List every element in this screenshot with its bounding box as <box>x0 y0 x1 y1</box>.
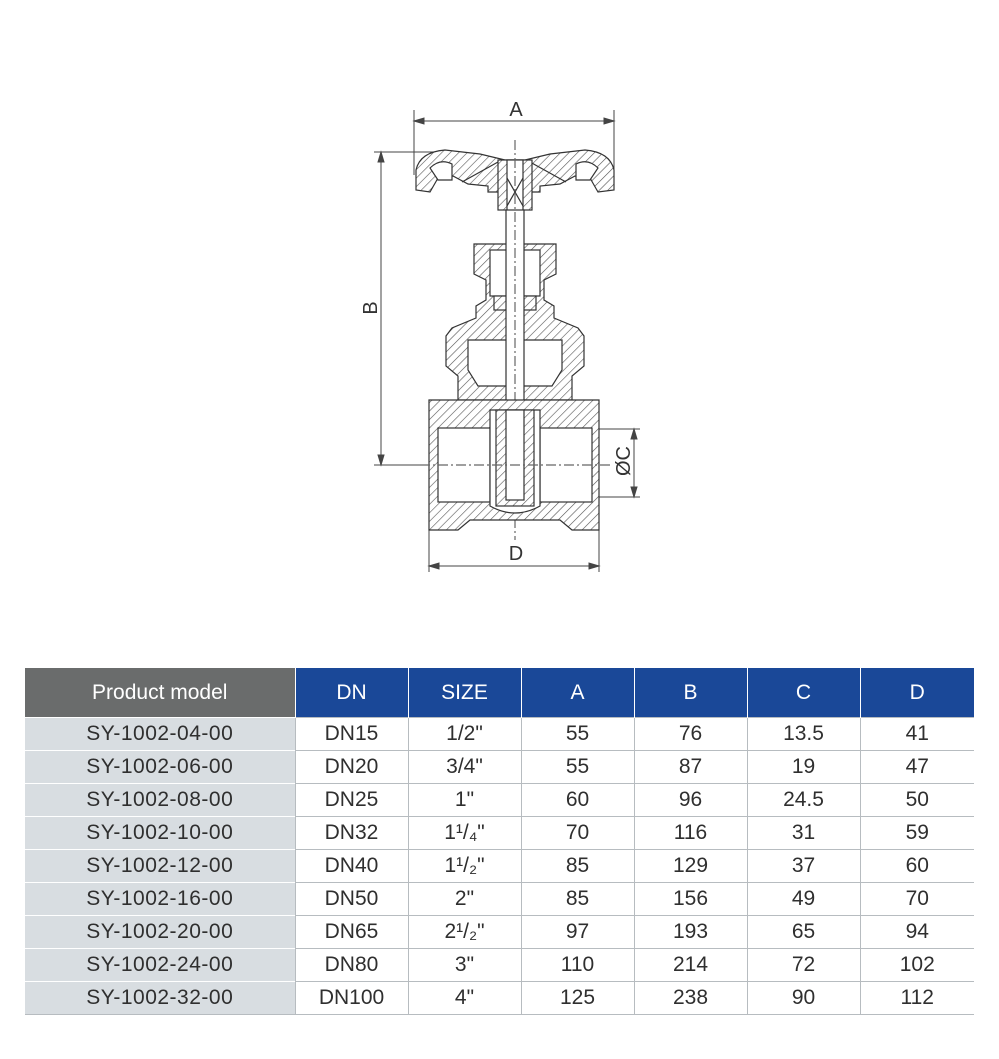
cell-d: 102 <box>860 949 974 982</box>
cell-c: 13.5 <box>747 718 860 751</box>
table-row <box>25 916 974 949</box>
cell-a: 110 <box>521 949 634 982</box>
cell-c: 90 <box>747 982 860 1015</box>
cell-size: 2¹/₂" <box>408 916 521 949</box>
cell-a: 85 <box>521 850 634 883</box>
cell-dn: DN40 <box>295 850 408 883</box>
cell-c: 49 <box>747 883 860 916</box>
cell-b: 129 <box>634 850 747 883</box>
cell-a: 85 <box>521 883 634 916</box>
cell-d: 50 <box>860 784 974 817</box>
cell-size: 3/4" <box>408 751 521 784</box>
cell-dn: DN32 <box>295 817 408 850</box>
cell-dn: DN65 <box>295 916 408 949</box>
cell-dn: DN25 <box>295 784 408 817</box>
cell-a: 125 <box>521 982 634 1015</box>
cell-dn: DN20 <box>295 751 408 784</box>
cell-product-model: SY-1002-08-00 <box>25 784 295 817</box>
cell-b: 214 <box>634 949 747 982</box>
cell-size: 2" <box>408 883 521 916</box>
cell-c: 31 <box>747 817 860 850</box>
cell-c: 65 <box>747 916 860 949</box>
cell-size: 3" <box>408 949 521 982</box>
header-a: A <box>521 668 634 718</box>
cell-size: 1¹/₂" <box>408 850 521 883</box>
header-product-model: Product model <box>25 668 295 718</box>
cell-a: 97 <box>521 916 634 949</box>
spec-table <box>25 668 974 1015</box>
table-row <box>25 817 974 850</box>
cell-product-model: SY-1002-10-00 <box>25 817 295 850</box>
cell-b: 116 <box>634 817 747 850</box>
cell-a: 55 <box>521 751 634 784</box>
header-d: D <box>860 668 974 718</box>
label-b: B <box>360 301 382 315</box>
table-row <box>25 883 974 916</box>
cell-d: 59 <box>860 817 974 850</box>
cell-b: 156 <box>634 883 747 916</box>
cell-a: 60 <box>521 784 634 817</box>
cell-a: 55 <box>521 718 634 751</box>
cell-d: 94 <box>860 916 974 949</box>
cell-product-model: SY-1002-20-00 <box>25 916 295 949</box>
cell-b: 193 <box>634 916 747 949</box>
cell-d: 70 <box>860 883 974 916</box>
valve-body <box>420 400 610 530</box>
header-b: B <box>634 668 747 718</box>
table-body <box>25 718 974 1015</box>
cell-c: 19 <box>747 751 860 784</box>
cell-dn: DN100 <box>295 982 408 1015</box>
cell-size: 4" <box>408 982 521 1015</box>
cell-dn: DN15 <box>295 718 408 751</box>
cell-size: 1¹/₄" <box>408 817 521 850</box>
table-row <box>25 751 974 784</box>
cell-b: 96 <box>634 784 747 817</box>
cell-b: 87 <box>634 751 747 784</box>
cell-product-model: SY-1002-16-00 <box>25 883 295 916</box>
cell-c: 24.5 <box>747 784 860 817</box>
cell-d: 41 <box>860 718 974 751</box>
label-d: D <box>508 543 524 565</box>
cell-product-model: SY-1002-12-00 <box>25 850 295 883</box>
label-a: A <box>509 99 523 121</box>
header-c: C <box>747 668 860 718</box>
cell-dn: DN80 <box>295 949 408 982</box>
cell-d: 60 <box>860 850 974 883</box>
cell-b: 76 <box>634 718 747 751</box>
table-row <box>25 949 974 982</box>
cell-product-model: SY-1002-24-00 <box>25 949 295 982</box>
cell-c: 72 <box>747 949 860 982</box>
cell-product-model: SY-1002-32-00 <box>25 982 295 1015</box>
cell-a: 70 <box>521 817 634 850</box>
table-row <box>25 850 974 883</box>
cell-d: 112 <box>860 982 974 1015</box>
table-row <box>25 982 974 1015</box>
cell-dn: DN50 <box>295 883 408 916</box>
header-size: SIZE <box>408 668 521 718</box>
label-c: ØC <box>613 446 635 476</box>
table-header-row <box>25 668 974 718</box>
cell-size: 1" <box>408 784 521 817</box>
cell-c: 37 <box>747 850 860 883</box>
cell-product-model: SY-1002-04-00 <box>25 718 295 751</box>
header-dn: DN <box>295 668 408 718</box>
cell-product-model: SY-1002-06-00 <box>25 751 295 784</box>
cell-d: 47 <box>860 751 974 784</box>
table-row <box>25 718 974 751</box>
cell-size: 1/2" <box>408 718 521 751</box>
table-row <box>25 784 974 817</box>
cell-b: 238 <box>634 982 747 1015</box>
